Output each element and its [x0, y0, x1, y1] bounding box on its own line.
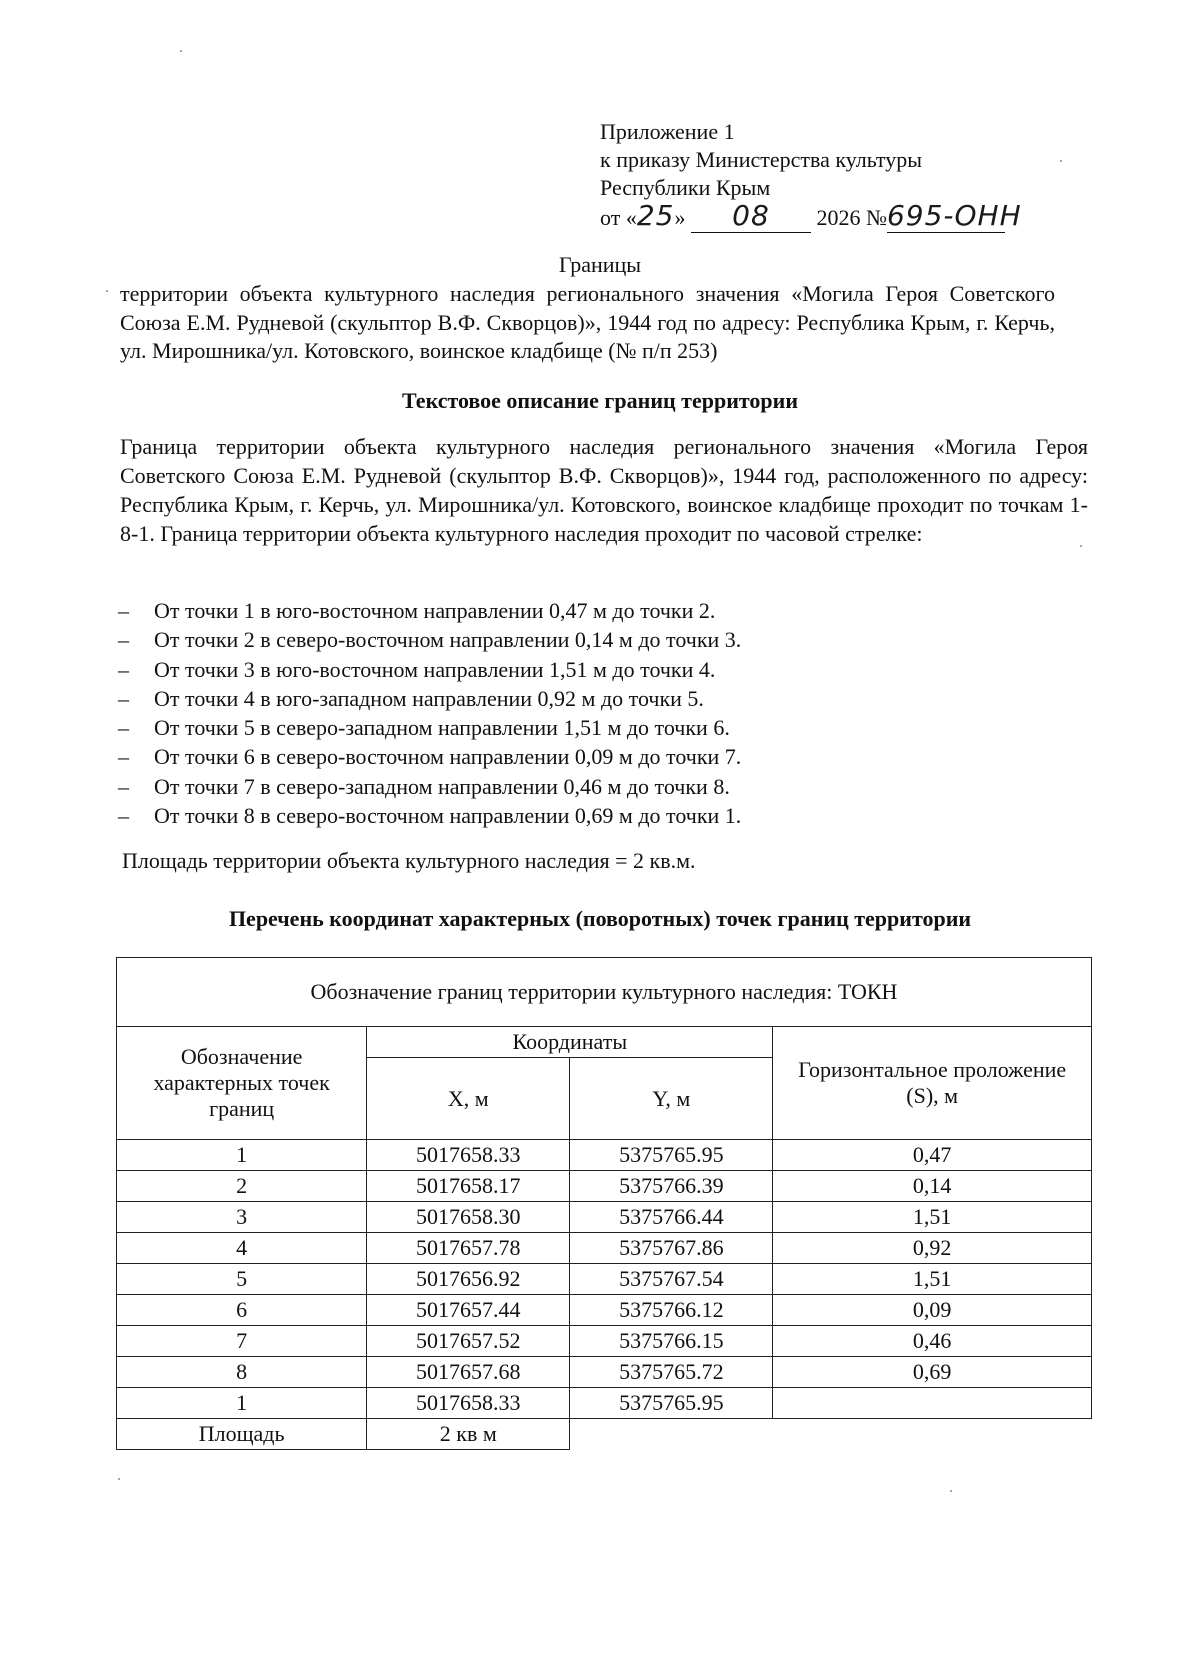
empty-cell [773, 1419, 1092, 1450]
cell-s [773, 1388, 1092, 1419]
dash-marker: – [118, 627, 129, 653]
scan-speck [1080, 545, 1082, 547]
cell-s: 0,14 [773, 1171, 1092, 1202]
handwritten-month: 08 [732, 199, 770, 232]
scan-speck [180, 50, 182, 52]
table-row [117, 1388, 1092, 1419]
coordinates-table [116, 957, 1092, 1450]
cell-x: 5017657.52 [367, 1326, 570, 1357]
dash-marker: – [118, 685, 129, 711]
cell-x: 5017658.33 [367, 1388, 570, 1419]
dash-marker: – [118, 715, 129, 741]
handwritten-day: 25 [636, 199, 675, 232]
empty-cell [570, 1419, 773, 1450]
cell-s: 0,69 [773, 1357, 1092, 1388]
cell-area-label: Площадь [117, 1419, 367, 1450]
cell-point: 7 [117, 1326, 367, 1357]
cell-x: 5017658.30 [367, 1202, 570, 1233]
table-caption-row [117, 958, 1092, 1027]
cell-s: 0,46 [773, 1326, 1092, 1357]
table-caption: Обозначение границ территории культурного наследия: ТОКН [117, 958, 1092, 1027]
cell-y: 5375766.12 [570, 1295, 773, 1326]
cell-s: 0,92 [773, 1233, 1092, 1264]
cell-y: 5375766.39 [570, 1171, 773, 1202]
cell-point: 5 [117, 1264, 367, 1295]
list-item [118, 655, 741, 684]
header-coordinates: Координаты [367, 1027, 773, 1058]
scan-speck [106, 290, 108, 292]
appendix-date-line [600, 199, 1060, 233]
step-text: От точки 8 в северо-восточном направлении 0,69 м до точки 1. [154, 803, 742, 829]
dash-marker: – [118, 773, 129, 799]
list-item [118, 801, 741, 830]
coordinates-heading: Перечень координат характерных (поворотных) точек границ территории [228, 906, 972, 931]
dash-marker: – [118, 744, 129, 770]
header-y: Y, м [570, 1058, 773, 1140]
document-title: Границы [558, 252, 642, 277]
cell-y: 5375765.95 [570, 1388, 773, 1419]
cell-area-value: 2 кв м [367, 1419, 570, 1450]
cell-point: 8 [117, 1357, 367, 1388]
header-horizontal-distance: Горизонтальное проложение (S), м [773, 1027, 1092, 1140]
cell-y: 5375766.44 [570, 1202, 773, 1233]
boundary-description: Граница территории объекта культурного наследия регионального значения «Могила Героя Советского Союза Е.М. Рудневой (скульптор В.Ф. Скворцов)», 1944 год, расположенного по адресу: Республика Крым, г. Керчь, ул. Мирошника/ул. Котовского, воинское кладбище проходит по точкам 1-8-1. Граница территории объекта культурного наследия проходит по часовой стрелке: [120, 434, 1088, 546]
table-row [117, 1171, 1092, 1202]
cell-point: 6 [117, 1295, 367, 1326]
header-point-designation: Обозначение характерных точек границ [117, 1027, 367, 1140]
scan-speck [118, 1478, 120, 1480]
cell-point: 1 [117, 1388, 367, 1419]
table-header-row [117, 1027, 1092, 1058]
cell-y: 5375765.72 [570, 1357, 773, 1388]
number-blank [886, 199, 1022, 233]
month-blank [691, 199, 811, 233]
table-row [117, 1295, 1092, 1326]
cell-x: 5017656.92 [367, 1264, 570, 1295]
table-row [117, 1326, 1092, 1357]
table-row [117, 1233, 1092, 1264]
cell-point: 4 [117, 1233, 367, 1264]
list-item [118, 684, 741, 713]
step-text: От точки 6 в северо-восточном направлении 0,09 м до точки 7. [154, 744, 742, 770]
list-item [118, 713, 741, 742]
handwritten-number: 695-ОНН [886, 199, 1022, 232]
step-text: От точки 2 в северо-восточном направлении 0,14 м до точки 3. [154, 627, 742, 653]
table-row [117, 1357, 1092, 1388]
text-description-heading: Текстовое описание границ территории [401, 388, 799, 413]
date-mid: » [674, 205, 686, 230]
document-subtitle: территории объекта культурного наследия регионального значения «Могила Героя Советского Союза Е.М. Рудневой (скульптор В.Ф. Скворцов)», 1944 год по адресу: Республика Крым, г. Керчь, ул. Мирошника/ул. Котовского, воинское кладбище (№ п/п 253) [120, 281, 1055, 363]
list-item [118, 742, 741, 771]
dash-marker: – [118, 803, 129, 829]
cell-x: 5017657.44 [367, 1295, 570, 1326]
step-text: От точки 7 в северо-западном направлении 0,46 м до точки 8. [154, 773, 730, 799]
table-row [117, 1140, 1092, 1171]
dash-marker: – [118, 656, 129, 682]
appendix-line-3: Республики Крым [600, 175, 771, 200]
cell-s: 1,51 [773, 1202, 1092, 1233]
table-area-row [117, 1419, 1092, 1450]
cell-x: 5017658.33 [367, 1140, 570, 1171]
table-row [117, 1202, 1092, 1233]
appendix-line-2: к приказу Министерства культуры [600, 147, 923, 172]
step-text: От точки 3 в юго-восточном направлении 1,51 м до точки 4. [154, 656, 716, 682]
scan-speck [950, 1490, 952, 1492]
area-statement: Площадь территории объекта культурного наследия = 2 кв.м. [122, 848, 696, 873]
cell-x: 5017657.68 [367, 1357, 570, 1388]
cell-point: 2 [117, 1171, 367, 1202]
cell-s: 0,47 [773, 1140, 1092, 1171]
list-item [118, 596, 741, 625]
scan-speck [1060, 160, 1062, 162]
step-text: От точки 4 в юго-западном направлении 0,92 м до точки 5. [154, 685, 704, 711]
cell-x: 5017657.78 [367, 1233, 570, 1264]
cell-point: 3 [117, 1202, 367, 1233]
step-text: От точки 1 в юго-восточном направлении 0,47 м до точки 2. [154, 598, 716, 623]
cell-y: 5375767.86 [570, 1233, 773, 1264]
date-prefix: от « [600, 205, 637, 230]
cell-y: 5375767.54 [570, 1264, 773, 1295]
header-x: X, м [367, 1058, 570, 1140]
dash-marker: – [118, 598, 129, 623]
appendix-header [600, 118, 1060, 233]
cell-point: 1 [117, 1140, 367, 1171]
table-row [117, 1264, 1092, 1295]
cell-y: 5375766.15 [570, 1326, 773, 1357]
date-year: 2026 № [816, 205, 887, 230]
list-item [118, 772, 741, 801]
cell-y: 5375765.95 [570, 1140, 773, 1171]
cell-s: 0,09 [773, 1295, 1092, 1326]
appendix-line-1: Приложение 1 [600, 119, 735, 144]
boundary-steps-list [118, 596, 741, 830]
list-item [118, 625, 741, 654]
cell-x: 5017658.17 [367, 1171, 570, 1202]
step-text: От точки 5 в северо-западном направлении 1,51 м до точки 6. [154, 715, 730, 741]
cell-s: 1,51 [773, 1264, 1092, 1295]
